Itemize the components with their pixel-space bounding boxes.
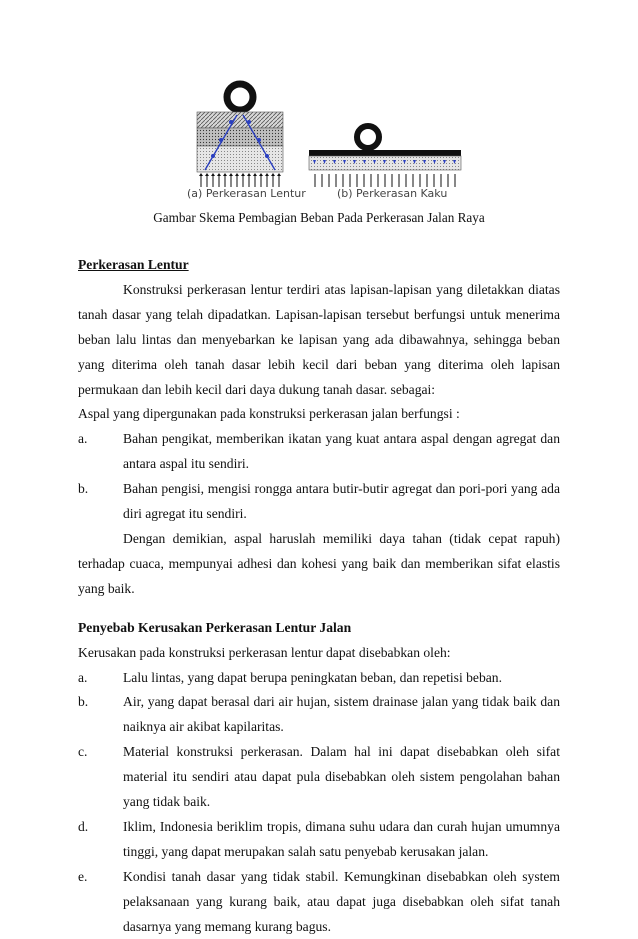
list-item <box>78 690 560 740</box>
list-text: Lalu lintas, yang dapat berupa peningkatan beban, dan repetisi beban. <box>123 669 502 685</box>
paragraph: Aspal yang dipergunakan pada konstruksi perkerasan jalan berfungsi : <box>78 406 460 422</box>
list-marker: d. <box>78 818 89 834</box>
list-text: Material konstruksi perkerasan. Dalam hal ini dapat disebabkan oleh sifat material itu sendiri atau dapat pula disebabkan oleh sistem pengolahan bahan yang tidak baik. <box>123 744 560 810</box>
list-marker: a. <box>78 431 88 447</box>
wheel-icon <box>227 84 253 110</box>
list-text: Air, yang dapat berasal dari air hujan, sistem drainase jalan yang tidak baik dan naiknya air akibat kapilaritas. <box>123 694 560 735</box>
list-item <box>78 865 560 939</box>
concrete-slab <box>309 150 461 156</box>
surface-layer <box>197 112 283 128</box>
diagram-svg <box>169 60 469 200</box>
list-marker: a. <box>78 669 88 685</box>
paragraph: Konstruksi perkerasan lentur terdiri atas lapisan-lapisan yang diletakkan diatas tanah dasar yang telah dipadatkan. Lapisan-lapisan tersebut berfungsi untuk menerima beban lalu lintas dan menyebarkan ke lapisan yang ada dibawahnya, sehingga beban yang diterima oleh tanah dasar lebih kecil dari beban yang diterima oleh lapisan permukaan dan lebih kecil dari daya dukung tanah dasar. sebagai: <box>78 281 560 397</box>
list-item <box>78 740 560 815</box>
list-marker: b. <box>78 481 89 497</box>
document-body <box>78 253 560 939</box>
section-heading-perkerasan-lentur: Perkerasan Lentur <box>78 257 189 272</box>
pavement-load-diagram <box>0 60 638 200</box>
figure-label-b: (b) Perkerasan Kaku <box>337 187 448 200</box>
list-item <box>78 477 560 527</box>
base-layer <box>197 128 283 146</box>
list-text: Bahan pengisi, mengisi rongga antara butir-butir agregat dan pori-pori yang ada diri agregat itu sendiri. <box>123 481 560 522</box>
section-heading-penyebab-kerusakan: Penyebab Kerusakan Perkerasan Lentur Jalan <box>78 619 352 635</box>
subgrade-layer <box>309 156 461 170</box>
paragraph: Kerusakan pada konstruksi perkerasan lentur dapat disebabkan oleh: <box>78 644 451 660</box>
paragraph: Dengan demikian, aspal haruslah memiliki daya tahan (tidak cepat rapuh) terhadap cuaca, mempunyai adhesi dan kohesi yang baik dan memberikan sifat elastis yang baik. <box>78 530 560 596</box>
list-marker: b. <box>78 694 89 710</box>
list-text: Kondisi tanah dasar yang tidak stabil. Kemungkinan disebabkan oleh system pelaksanaan yang kurang baik, atau dapat juga disebabkan oleh sifat tanah dasarnya yang memang kurang bagus. <box>123 868 560 934</box>
list-marker: c. <box>78 744 88 760</box>
figure-caption: Gambar Skema Pembagian Beban Pada Perkerasan Jalan Raya <box>153 210 485 225</box>
figure-label-a: (a) Perkerasan Lentur <box>187 187 306 200</box>
soil-reaction-arrows-b <box>315 174 455 187</box>
distributed-load-arrows <box>313 160 456 164</box>
subbase-layer <box>197 146 283 172</box>
list-text: Bahan pengikat, memberikan ikatan yang kuat antara aspal dengan agregat dan antara aspal itu sendiri. <box>123 431 560 472</box>
list-item <box>78 427 560 477</box>
soil-reaction-arrows <box>201 175 279 187</box>
rigid-pavement-figure <box>309 126 461 200</box>
list-item <box>78 815 560 865</box>
list-item <box>78 666 560 691</box>
wheel-icon <box>357 126 379 148</box>
list-text: Iklim, Indonesia beriklim tropis, dimana suhu udara dan curah hujan umumnya tinggi, yang dapat merupakan salah satu penyebab kerusakan jalan. <box>123 818 560 859</box>
flexible-pavement-figure <box>187 84 306 200</box>
list-marker: e. <box>78 868 88 884</box>
